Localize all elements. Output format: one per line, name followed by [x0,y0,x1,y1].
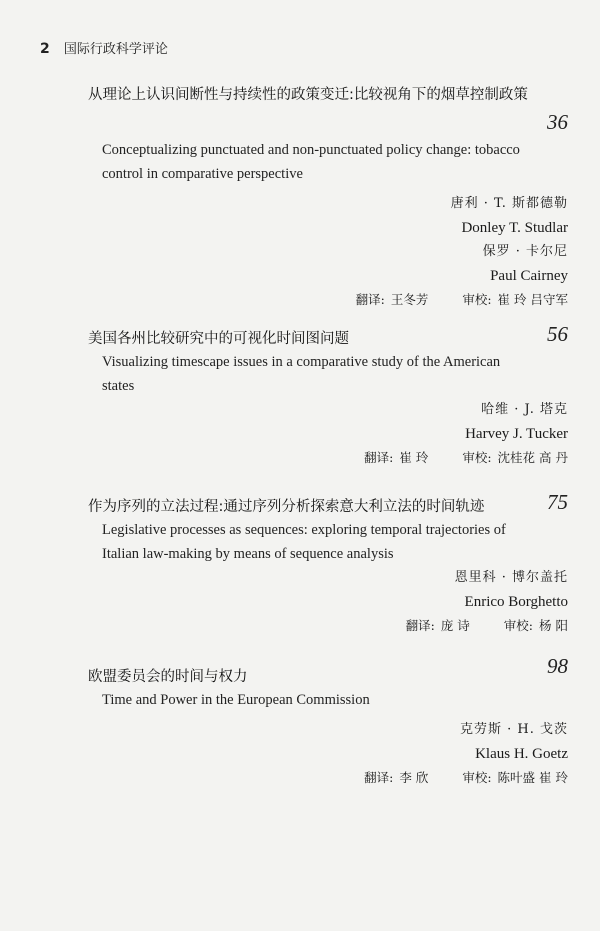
translator-label: 翻译: [364,770,394,785]
author-en: Enrico Borghetto [464,594,568,610]
translator-label: 翻译: [355,292,385,307]
entry-en-title-line: Visualizing timescape issues in a comparative study of the American [102,354,501,370]
page-number: 2 [40,41,50,57]
running-head [40,38,168,57]
entry-en-title-line: Italian law-making by means of sequence analysis [102,546,394,562]
author-en: Paul Cairney [490,268,568,284]
entry-cn-title: 美国各州比较研究中的可视化时间图问题 [88,331,349,347]
entry-page-number: 75 [547,490,568,514]
author-cn: 克劳斯 · H. 戈茨 [460,722,568,737]
translator-label: 翻译: [405,618,435,633]
translator-name: 李 欣 [399,770,429,785]
reviewer-label: 审校: [462,450,492,465]
translator-reviewer-line [88,766,568,790]
entry-en-title-line: Conceptualizing punctuated and non-punctuated policy change: tobacco [102,142,520,158]
entry-cn-title: 作为序列的立法过程:通过序列分析探索意大利立法的时间轨迹 [88,499,485,515]
reviewer-names: 陈叶盛 崔 玲 [497,770,568,785]
author-cn: 哈维 · J. 塔克 [481,402,568,417]
reviewer-label: 审校: [503,618,534,633]
translator-reviewer-line [88,614,568,638]
entry-en-title-line: Time and Power in the European Commission [102,692,370,708]
translator-name: 王冬芳 [390,292,429,307]
entry-en-title [88,350,568,398]
toc-entry-3 [88,490,568,638]
translator-reviewer-line [88,446,568,470]
entry-cn-title: 欧盟委员会的时间与权力 [88,669,248,685]
entry-en-title [88,138,568,186]
entry-page-number: 36 [547,110,568,134]
author-en: Donley T. Studlar [461,220,568,236]
translator-label: 翻译: [364,450,394,465]
reviewer-names: 沈桂花 高 丹 [497,450,568,465]
reviewer-label: 审校: [462,292,492,307]
entry-en-title-line: Legislative processes as sequences: exploring temporal trajectories of [102,522,506,538]
entry-page-number: 56 [547,322,568,346]
reviewer-names: 崔 玲 吕守军 [497,292,568,307]
entry-en-title-line: control in comparative perspective [102,166,303,182]
reviewer-names: 杨 阳 [539,618,568,633]
entry-en-title [88,688,568,712]
translator-name: 庞 诗 [440,618,470,633]
entry-page-number: 98 [547,654,568,678]
translator-name: 崔 玲 [399,450,429,465]
entry-en-title [88,518,568,566]
author-cn: 唐利 · T. 斯都德勒 [450,196,568,211]
author-cn: 保罗 · 卡尔尼 [482,244,568,259]
journal-title: 国际行政科学评论 [63,42,168,57]
translator-reviewer-line [88,288,568,312]
toc-entry-2 [88,322,568,470]
reviewer-label: 审校: [462,770,492,785]
toc-entry-4 [88,654,568,790]
entry-en-title-line: states [102,378,135,394]
author-en: Klaus H. Goetz [475,746,568,762]
author-cn: 恩里科 · 博尔盖托 [454,570,568,585]
toc-entry-1 [88,84,568,312]
entry-cn-title: 从理论上认识间断性与持续性的政策变迁:比较视角下的烟草控制政策 [88,87,528,103]
author-en: Harvey J. Tucker [465,426,568,442]
